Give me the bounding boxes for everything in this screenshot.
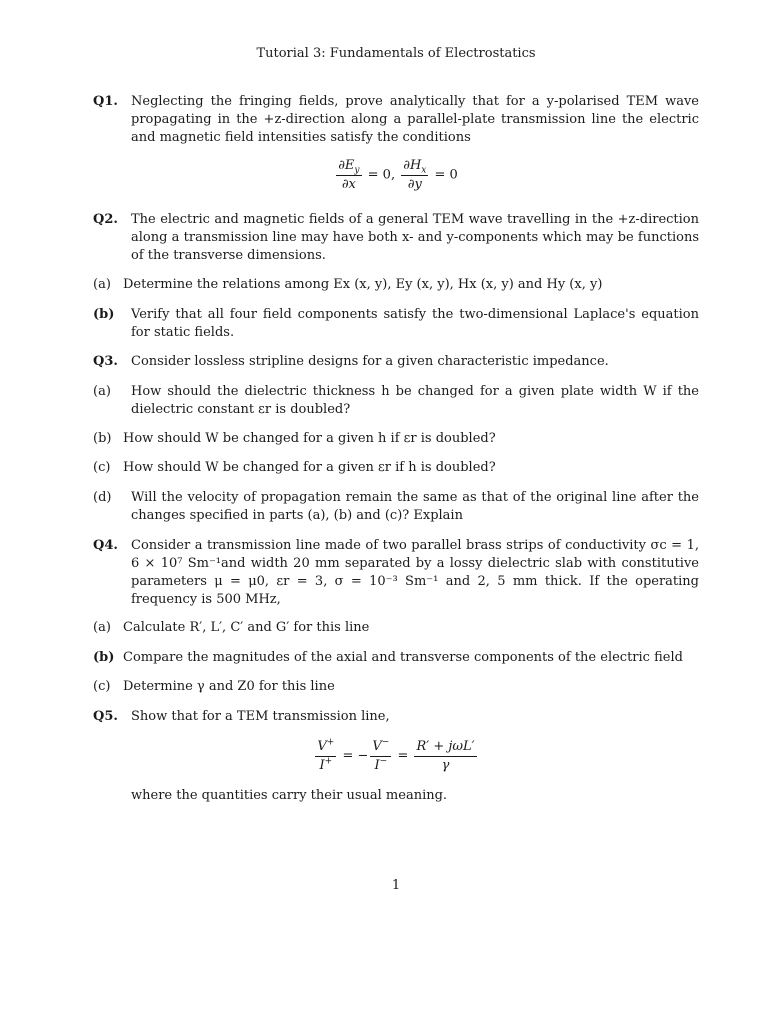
question-2b <box>93 306 699 342</box>
question-5-after <box>93 787 699 805</box>
question-4 <box>93 537 699 609</box>
question-2a <box>93 276 699 294</box>
part-label: (a) <box>93 620 111 635</box>
part-text: Determine the relations among Ex (x, y), Ey (x, y), Hx (x, y) and Hy (x, y) <box>123 277 603 292</box>
question-text: The electric and magnetic fields of a general TEM wave travelling in the +z-direction along a transmission line may have both x- and y-components which may be functions of the transverse dimensions. <box>131 212 699 263</box>
question-text: Show that for a TEM transmission line, <box>131 709 390 724</box>
part-label: (b) <box>93 650 115 665</box>
question-3c <box>93 459 699 477</box>
question-2 <box>93 211 699 265</box>
part-label: (a) <box>93 384 111 399</box>
question-text: where the quantities carry their usual meaning. <box>131 788 448 803</box>
part-label: (c) <box>93 460 111 475</box>
part-text: Verify that all four field components satisfy the two-dimensional Laplace's equation for static fields. <box>131 307 699 340</box>
question-4c <box>93 678 699 696</box>
question-3b <box>93 430 699 448</box>
question-label: Q1. <box>93 94 118 109</box>
part-text: How should the dielectric thickness h be changed for a given plate width W if the dielectric constant εr is doubled? <box>131 384 699 417</box>
part-text: Will the velocity of propagation remain the same as that of the original line after the changes specified in parts (a), (b) and (c)? Explain <box>131 490 699 523</box>
part-label: (d) <box>93 490 112 505</box>
part-label: (b) <box>93 307 115 322</box>
part-text: Compare the magnitudes of the axial and transverse components of the electric field <box>123 650 683 665</box>
part-label: (c) <box>93 679 111 694</box>
document-page <box>93 0 699 1024</box>
part-text: Determine γ and Z0 for this line <box>123 679 335 694</box>
equation-q1: $\frac{\partial E_y}{\partial x}$ = 0, $\frac{\partial H_x}{\partial y}$ = 0 <box>338 158 458 192</box>
question-label: Q4. <box>93 538 118 553</box>
fraction: $\frac{V^+}{I^+}$ <box>317 737 335 773</box>
equation-q5: $\frac{V^+}{I^+}$ = − $\frac{V^-}{I^-}$ = $\frac{\text{R′ + jωL′}}{\gamma}$ <box>317 737 475 773</box>
question-3a <box>93 383 699 419</box>
page-number: 1 <box>391 878 401 893</box>
question-label: Q5. <box>93 709 118 724</box>
question-5 <box>93 708 699 726</box>
document-title: Tutorial 3: Fundamentals of Electrostatics <box>256 46 536 61</box>
question-1 <box>93 93 699 147</box>
question-label: Q2. <box>93 212 118 227</box>
part-label: (a) <box>93 277 111 292</box>
fraction: $\frac{\partial E_y}{\partial x}$ <box>338 158 360 192</box>
question-text: Neglecting the fringing fields, prove analytically that for a y-polarised TEM wave propagating in the +z-direction along a parallel-plate transmission line the electric and magnetic field intensities satisfy the conditions <box>131 94 699 145</box>
question-text: Consider lossless stripline designs for a given characteristic impedance. <box>131 354 609 369</box>
fraction: $\frac{\text{R′ + jωL′}}{\gamma}$ <box>416 739 475 773</box>
part-text: Calculate R′, L′, C′ and G′ for this line <box>123 620 370 635</box>
question-text: Consider a transmission line made of two parallel brass strips of conductivity σc = 1, 6 × 10⁷ Sm⁻¹and width 20 mm separated by a lossy dielectric slab with constitutive parameters μ = μ0, εr = 3, σ = 10⁻³ Sm⁻¹ and 2, 5 mm thick. If the operating frequency is 500 MHz, <box>131 538 699 607</box>
part-text: How should W be changed for a given εr if h is doubled? <box>123 460 496 475</box>
part-text: How should W be changed for a given h if εr is doubled? <box>123 431 496 446</box>
part-label: (b) <box>93 431 112 446</box>
question-4b <box>93 649 699 667</box>
question-3d <box>93 489 699 525</box>
fraction: $\frac{\partial H_x}{\partial y}$ <box>403 158 427 192</box>
question-4a <box>93 619 699 637</box>
question-label: Q3. <box>93 354 118 369</box>
question-3 <box>93 353 699 371</box>
fraction: $\frac{V^-}{I^-}$ <box>372 737 390 773</box>
